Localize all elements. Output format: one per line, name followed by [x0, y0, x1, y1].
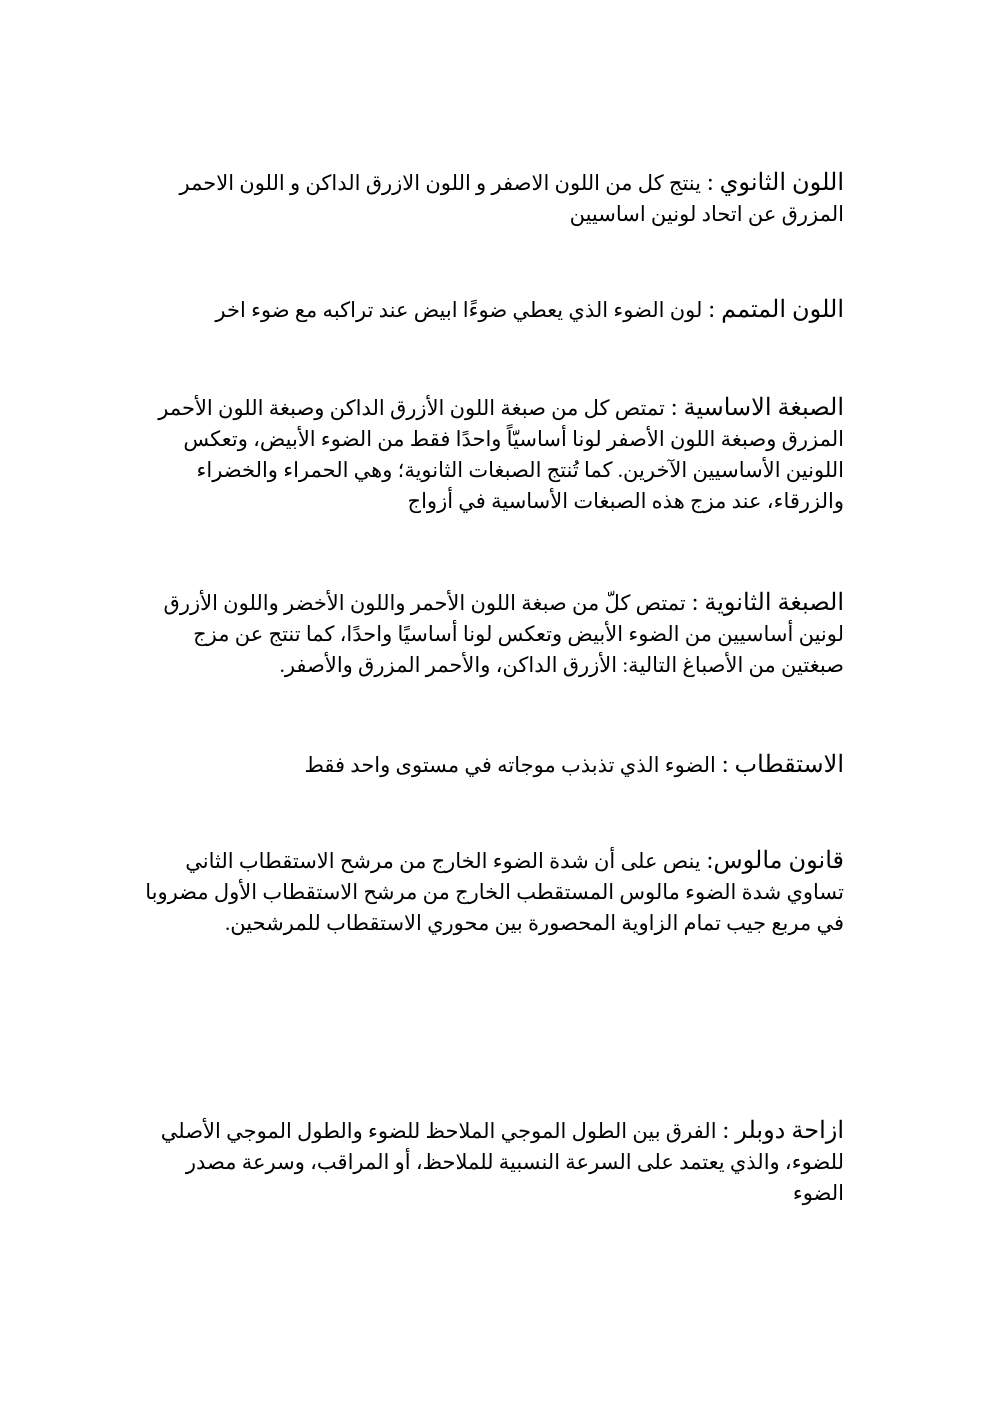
term-label: الصبغة الثانوية: [704, 590, 844, 616]
definition-text: ينص على أن شدة الضوء الخارج من مرشح الاستقطاب الثاني تساوي شدة الضوء مالوس المستقطب الخارج من مرشح الاستقطاب الأول مضروبا في مربع جيب تمام الزاوية المحصورة بين محوري الاستقطاب للمرشحين.: [145, 849, 844, 935]
term-separator: :: [702, 297, 722, 323]
term-label: ازاحة دوبلر: [735, 1118, 844, 1144]
term-label: اللون الثانوي: [719, 170, 844, 196]
definition-text: الفرق بين الطول الموجي الملاحظ للضوء والطول الموجي الأصلي للضوء، والذي يعتمد على السرعة النسبية للملاحظ، أو المراقب، وسرعة مصدر الضوء: [160, 1119, 844, 1205]
definition-complementary-color: [144, 295, 844, 326]
definition-doppler-shift: [144, 1116, 844, 1209]
definition-text: تمتص كل من صبغة اللون الأزرق الداكن وصبغة اللون الأحمر المزرق وصبغة اللون الأصفر لونا أساسيّاً واحدًا فقط من الضوء الأبيض، وتعكس اللونين الأساسيين الآخرين. كما تُنتج الصبغات الثانوية؛ وهي الحمراء والخضراء والزرقاء، عند مزج هذه الصبغات الأساسية في أزواج: [158, 396, 844, 513]
definition-secondary-pigment: [144, 588, 844, 681]
definition-text: لون الضوء الذي يعطي ضوءًا ابيض عند تراكبه مع ضوء اخر: [215, 298, 703, 322]
term-separator: :: [664, 395, 684, 421]
definition-polarization: [144, 750, 844, 781]
term-separator: :: [700, 170, 720, 196]
definition-secondary-color: [144, 168, 844, 230]
definition-text: تمتص كلّ من صبغة اللون الأحمر واللون الأخضر واللون الأزرق لونين أساسيين من الضوء الأبيض وتعكس لونا أساسيًا واحدًا، كما تنتج عن مزج صبغتين من الأصباغ التالية: الأزرق الداكن، والأحمر المزرق والأصفر.: [163, 591, 844, 677]
term-separator: :: [716, 1118, 736, 1144]
term-label: الاستقطاب: [734, 752, 844, 778]
definition-primary-pigment: [144, 393, 844, 517]
term-separator: :: [715, 752, 735, 778]
term-label: الصبغة الاساسية: [683, 395, 844, 421]
term-label: قانون مالوس:: [706, 848, 844, 874]
term-label: اللون المتمم: [721, 297, 844, 323]
definition-text: ينتج كل من اللون الاصفر و اللون الازرق الداكن و اللون الاحمر المزرق عن اتحاد لونين اساسيين: [179, 171, 844, 226]
definition-text: الضوء الذي تذبذب موجاته في مستوى واحد فقط: [304, 753, 716, 777]
term-separator: :: [685, 590, 705, 616]
definition-malus-law: [144, 846, 844, 939]
